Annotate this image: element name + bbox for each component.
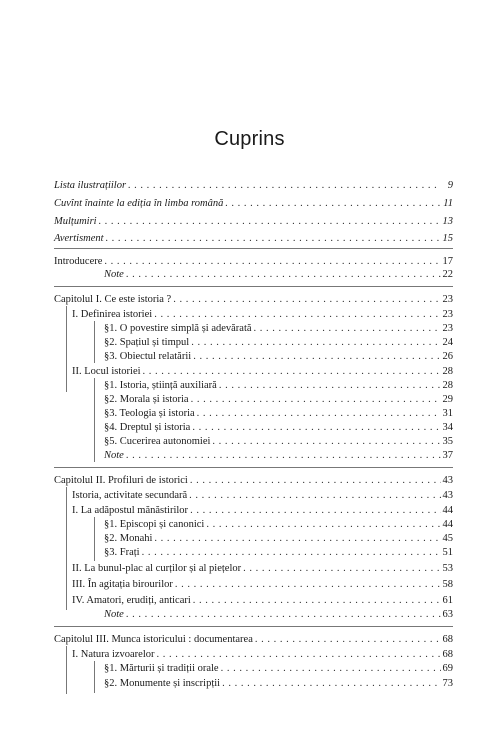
toc-entry-page: 68 [442, 649, 453, 660]
leader-dots [191, 393, 441, 406]
toc-entry-label: §1. Istoria, știință auxiliară [104, 380, 217, 391]
leader-dots [190, 474, 441, 487]
toc-entry-page: 44 [442, 519, 453, 530]
toc-note-entry[interactable] [104, 608, 453, 621]
toc-entry-label: §5. Cucerirea autonomiei [104, 436, 211, 447]
toc-entry-label: §1. Mărturii și tradiții orale [104, 663, 219, 674]
toc-entry-page: 17 [442, 256, 453, 267]
toc-entry-page: 23 [442, 309, 453, 320]
toc-entry-page: 37 [442, 450, 453, 461]
leader-dots [154, 532, 440, 545]
toc-entry-page: 68 [442, 634, 453, 645]
toc-entry-page: 29 [442, 394, 453, 405]
toc-subsection-entry[interactable] [104, 336, 453, 349]
leader-dots [197, 407, 441, 420]
leader-dots [222, 677, 440, 690]
toc-section-entry[interactable] [72, 308, 453, 321]
toc-subsection-entry[interactable] [104, 379, 453, 392]
toc-entry-page: 9 [447, 180, 453, 191]
leader-dots [142, 546, 441, 559]
toc-entry-page: 43 [442, 475, 453, 486]
toc-entry-page: 58 [442, 579, 453, 590]
toc-entry-label: Capitolul I. Ce este istoria ? [54, 294, 172, 305]
toc-entry-page: 61 [442, 595, 453, 606]
leader-dots [243, 562, 440, 575]
leader-dots [99, 215, 441, 228]
toc-subsection-entry[interactable] [104, 322, 453, 335]
toc-entry-page: 35 [442, 436, 453, 447]
toc-entry-page: 23 [442, 294, 453, 305]
toc-subsection-entry[interactable] [104, 407, 453, 420]
toc-entry[interactable] [54, 215, 453, 228]
toc-entry-page: 51 [442, 547, 453, 558]
toc-entry[interactable] [54, 255, 453, 268]
toc-section-entry[interactable] [72, 594, 453, 607]
toc-entry-page: 44 [442, 505, 453, 516]
leader-dots [104, 255, 440, 268]
leader-dots [189, 489, 440, 502]
toc-entry-page: 73 [442, 678, 453, 689]
toc-entry-label: §2. Spațiul și timpul [104, 337, 190, 348]
toc-entry-label: Mulțumiri [54, 216, 97, 227]
toc-entry-label: §1. Episcopi și canonici [104, 519, 205, 530]
toc-entry-label: II. Locul istoriei [72, 366, 141, 377]
leader-dots [128, 179, 441, 192]
toc-entry-label: III. În agitația birourilor [72, 579, 173, 590]
page-title: Cuprins [214, 128, 285, 150]
toc-entry-label: §2. Monahi [104, 533, 153, 544]
toc-entry-page: 22 [442, 269, 453, 280]
toc-entry-label: I. La adăpostul mănăstirilor [72, 505, 189, 516]
toc-entry-label: I. Natura izvoarelor [72, 649, 155, 660]
leader-dots [126, 608, 441, 621]
toc-chapter-entry[interactable] [54, 474, 453, 487]
leader-dots [255, 633, 441, 646]
toc-entry[interactable] [54, 232, 453, 245]
toc-note-entry[interactable] [104, 449, 453, 462]
leader-dots [143, 365, 441, 378]
toc-entry-label: §2. Monumente și inscripții [104, 678, 221, 689]
leader-dots [206, 518, 440, 531]
leader-dots [193, 594, 441, 607]
leader-dots [126, 449, 441, 462]
toc-section-entry[interactable] [72, 489, 453, 502]
toc-subsection-entry[interactable] [104, 677, 453, 690]
leader-dots [221, 662, 441, 675]
toc-entry-page: 13 [442, 216, 453, 227]
toc-entry-page: 63 [442, 609, 453, 620]
toc-entry-label: Istoria, activitate secundară [72, 490, 188, 501]
leader-dots [219, 379, 441, 392]
tree-line [94, 321, 95, 363]
tree-line [94, 517, 95, 561]
toc-entry-page: 28 [442, 366, 453, 377]
toc-entry-page: 34 [442, 422, 453, 433]
toc-subsection-entry[interactable] [104, 662, 453, 675]
toc-subsection-entry[interactable] [104, 421, 453, 434]
toc-entry-label: Capitolul III. Munca istoricului : documentarea [54, 634, 253, 645]
toc-entry-label: §2. Morala și istoria [104, 394, 189, 405]
toc-subsection-entry[interactable] [104, 518, 453, 531]
toc-entry-label: Cuvînt înainte la ediția în limba română [54, 198, 224, 209]
toc-entry[interactable] [54, 197, 453, 210]
section-divider [54, 248, 453, 249]
toc-section-entry[interactable] [72, 578, 453, 591]
toc-subsection-entry[interactable] [104, 393, 453, 406]
tree-line [66, 487, 67, 610]
toc-entry-page: 28 [442, 380, 453, 391]
tree-line [94, 378, 95, 462]
section-divider [54, 467, 453, 468]
toc-entry-label: Note [104, 269, 124, 280]
toc-section-entry[interactable] [72, 504, 453, 517]
toc-entry-page: 31 [442, 408, 453, 419]
toc-subsection-entry[interactable] [104, 350, 453, 363]
toc-note-entry[interactable] [104, 268, 453, 281]
leader-dots [126, 268, 441, 281]
toc-entry-label: §3. Frați [104, 547, 140, 558]
leader-dots [192, 421, 440, 434]
leader-dots [173, 293, 440, 306]
leader-dots [193, 350, 440, 363]
toc-entry-page: 26 [442, 351, 453, 362]
toc-entry-label: Introducere [54, 256, 103, 267]
leader-dots [157, 648, 441, 661]
toc-section-entry[interactable] [72, 648, 453, 661]
toc-section-entry[interactable] [72, 365, 453, 378]
leader-dots [225, 197, 441, 210]
leader-dots [190, 504, 440, 517]
toc-entry-label: §3. Obiectul relatării [104, 351, 192, 362]
leader-dots [212, 435, 440, 448]
toc-chapter-entry[interactable] [54, 633, 453, 646]
tree-line [66, 306, 67, 392]
toc-entry-page: 15 [442, 233, 453, 244]
toc-subsection-entry[interactable] [104, 435, 453, 448]
toc-entry-label: §1. O povestire simplă și adevărată [104, 323, 252, 334]
toc-entry-label: I. Definirea istoriei [72, 309, 153, 320]
section-divider [54, 626, 453, 627]
toc-entry-label: Avertisment [54, 233, 104, 244]
toc-entry-label: §4. Dreptul și istoria [104, 422, 191, 433]
toc-entry-page: 11 [443, 198, 453, 209]
toc-entry[interactable] [54, 179, 453, 192]
toc-section-entry[interactable] [72, 562, 453, 575]
section-divider [54, 286, 453, 287]
toc-entry-page: 53 [442, 563, 453, 574]
toc-entry-label: IV. Amatori, erudiți, anticari [72, 595, 191, 606]
toc-chapter-entry[interactable] [54, 293, 453, 306]
toc-entry-page: 24 [442, 337, 453, 348]
toc-subsection-entry[interactable] [104, 546, 453, 559]
toc-entry-page: 69 [442, 663, 453, 674]
toc-entry-page: 45 [442, 533, 453, 544]
toc-subsection-entry[interactable] [104, 532, 453, 545]
leader-dots [254, 322, 441, 335]
toc-entry-page: 23 [442, 323, 453, 334]
toc-entry-label: §3. Teologia și istoria [104, 408, 195, 419]
toc-entry-label: Lista ilustrațiilor [54, 180, 127, 191]
toc-entry-label: II. La bunul-plac al curților și al piețelor [72, 563, 242, 574]
tree-line [94, 661, 95, 693]
leader-dots [154, 308, 440, 321]
leader-dots [106, 232, 441, 245]
toc-entry-label: Note [104, 609, 124, 620]
toc-entry-label: Note [104, 450, 124, 461]
leader-dots [191, 336, 440, 349]
toc-entry-page: 43 [442, 490, 453, 501]
leader-dots [175, 578, 441, 591]
toc-entry-label: Capitolul II. Profiluri de istorici [54, 475, 188, 486]
tree-line [66, 646, 67, 694]
